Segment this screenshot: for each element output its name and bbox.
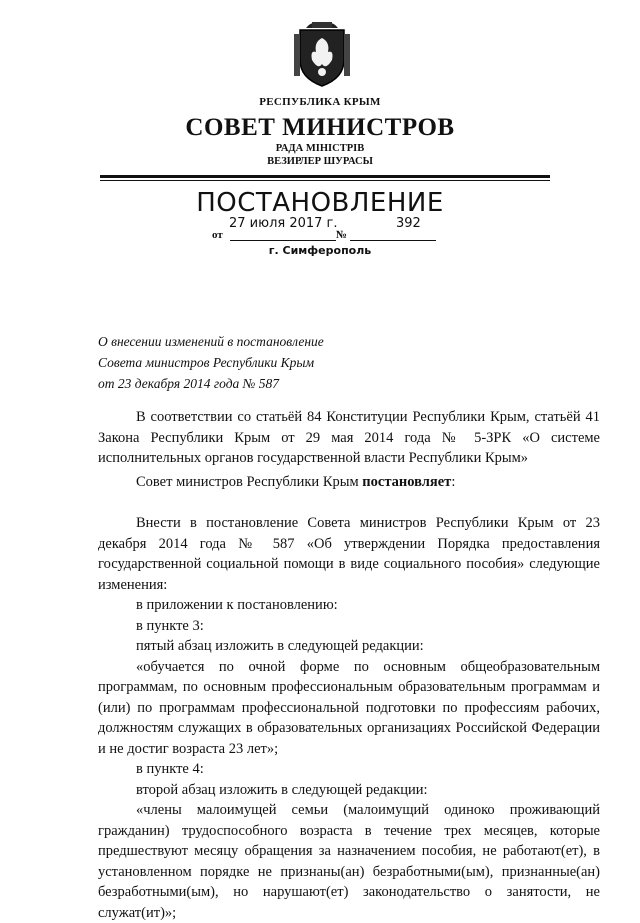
preamble-paragraph: [98, 407, 600, 469]
header-divider-thick: [100, 175, 550, 178]
amendment-fifth-paragraph: пятый абзац изложить в следующей редакции:: [136, 638, 424, 654]
amendment-appendix: в приложении к постановлению:: [136, 597, 338, 613]
date-label: от: [212, 229, 223, 241]
header-divider-thin: [100, 180, 550, 181]
preamble-text: В соответствии со статьёй 84 Конституции Республики Крым, статьёй 41 Закона Республики Крым от 29 мая 2014 года № 5-ЗРК «О системе исполнительных органов государственной власти Республики Крым»: [98, 409, 600, 466]
number-underline: [350, 240, 436, 241]
subject-line: О внесении изменений в постановление: [98, 334, 324, 349]
decree-date: 27 июля 2017 г.: [229, 216, 338, 231]
date-underline: [230, 240, 336, 241]
decree-number: 392: [396, 216, 421, 231]
resolves-suffix: :: [451, 474, 456, 490]
amendment-item-3: в пункте 3:: [136, 617, 204, 634]
amendment-item-4: в пункте 4:: [136, 761, 204, 777]
amendment-second-paragraph: второй абзац изложить в следующей редакции:: [136, 781, 428, 798]
amendments-section: [98, 513, 600, 923]
resolves-paragraph: [98, 472, 600, 493]
republic-name: РЕСПУБЛИКА КРЫМ: [259, 96, 381, 108]
decree-subject: [98, 331, 324, 394]
amendment-intro: Внести в постановление Совета министров Республики Крым от 23 декабря 2014 года № 587 «Об утверждении Порядка предоставления государственной социальной помощи в виде социального пособия» следующие изменения:: [98, 515, 600, 593]
resolves-prefix: Совет министров Республики Крым: [136, 474, 363, 490]
subject-line: Совета министров Республики Крым: [98, 355, 315, 370]
number-label: №: [336, 229, 348, 241]
resolves-keyword: постановляет: [362, 474, 452, 490]
issue-city: г. Симферополь: [268, 244, 372, 257]
document-type-title: ПОСТАНОВЛЕНИЕ: [196, 188, 444, 218]
council-name-ukrainian: РАДА МІНІСТРІВ: [275, 143, 365, 154]
amendment-quote-1: «обучается по очной форме по основным общеобразовательным программам, по основным профессиональным образовательным программам и (или) по программам профессиональной подготовки по профессиям рабочих, должностям служащих в образовательных организациях Российской Федерации и не достиг возраста 23 лет»;: [98, 658, 600, 757]
resolves-text: [98, 472, 600, 493]
subject-line: от 23 декабря 2014 года № 587: [98, 376, 279, 391]
crimea-coat-of-arms-icon: [292, 20, 352, 88]
council-name-crimean-tatar: ВЕЗИРЛЕР ШУРАСЫ: [267, 156, 373, 167]
council-name: СОВЕТ МИНИСТРОВ: [185, 114, 455, 141]
amendment-quote-2: «члены малоимущей семьи (малоимущий одиноко проживающий гражданин) трудоспособного возраста в течение трех месяцев, которые предшествуют месяцу обращения за назначением пособия, не работают(ет), в установленном порядке не признаны(ан) безработными(ым), признанные(ан) безработными(ым), но нарушают(ет) законодательство о занятости, не служат(ит)»;: [98, 802, 600, 921]
